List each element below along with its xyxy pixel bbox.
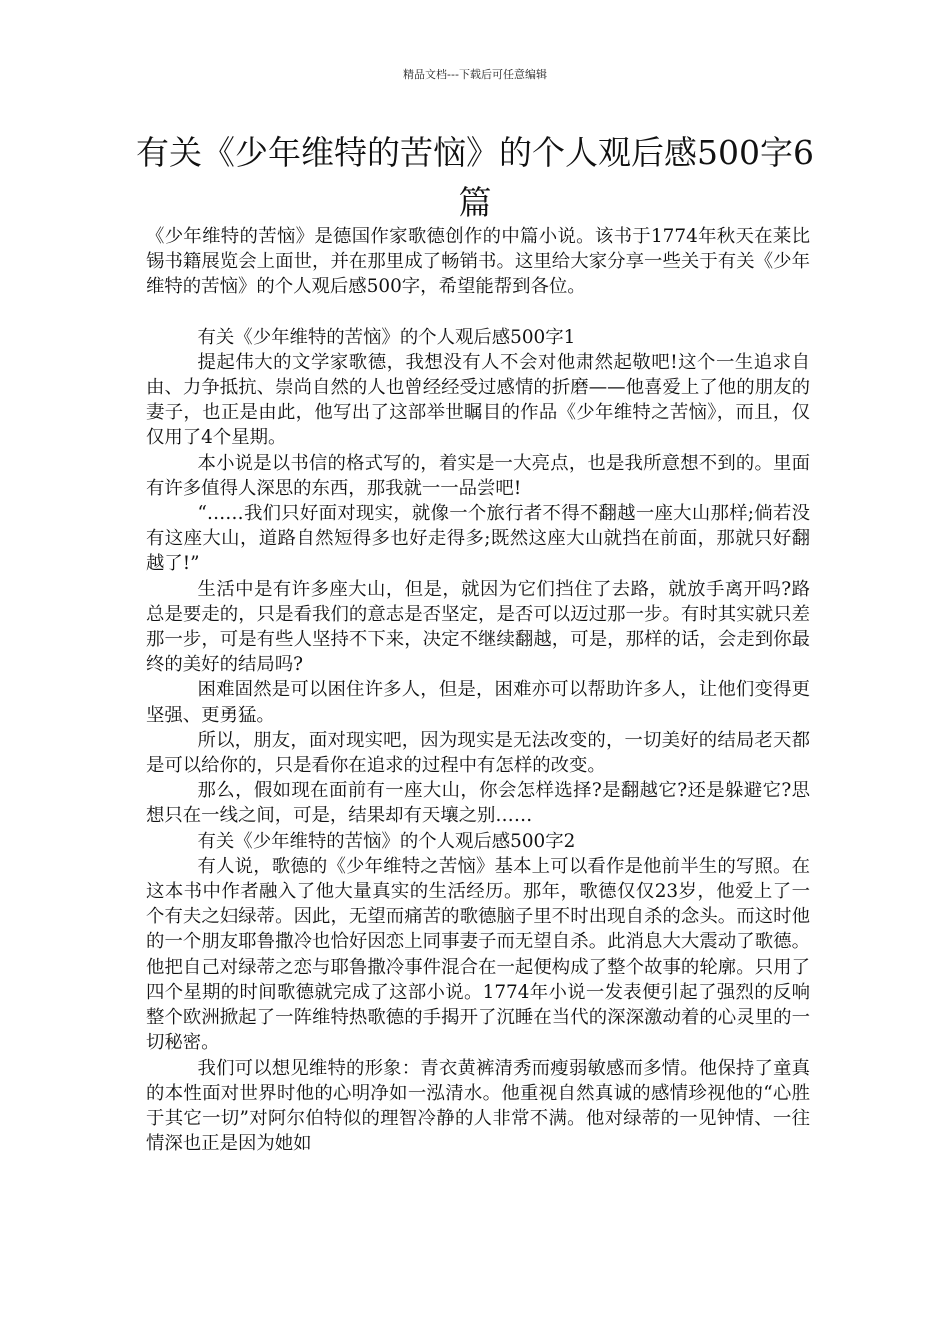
section-heading-1: 有关《少年维特的苦恼》的个人观后感500字1 (197, 326, 576, 348)
body-paragraph: 我们可以想见维特的形象：青衣黄裤清秀而瘦弱敏感而多情。他保持了童真的本性面对世界时他的心明净如一泓清水。他重视自然真诚的感情珍视他的“心胜于其它一切”对阿尔伯特似的理智冷静的人非常不满。他对绿蒂的一见钟情、一往情深也正是因为她如 (146, 1057, 810, 1155)
body-paragraph: 困难固然是可以困住许多人，但是，困难亦可以帮助许多人，让他们变得更坚强、更勇猛。 (146, 679, 810, 726)
document-body (146, 224, 810, 1156)
document-title: 有关《少年维特的苦恼》的个人观后感500字6篇 (136, 133, 814, 222)
body-paragraph: 生活中是有许多座大山，但是，就因为它们挡住了去路，就放手离开吗?路总是要走的，只是看我们的意志是否坚定，是否可以迈过那一步。有时其实就只差那一步，可是有些人坚持不下来，决定不继续翻越，可是，那样的话，会走到你最终的美好的结局吗? (146, 578, 810, 676)
body-paragraph: 提起伟大的文学家歌德，我想没有人不会对他肃然起敬吧!这个一生追求自由、力争抵抗、崇尚自然的人也曾经经受过感情的折磨——他喜爱上了他的朋友的妻子，也正是由此，他写出了这部举世瞩目的作品《少年维特之苦恼》，而且，仅仅用了4个星期。 (146, 351, 810, 449)
body-paragraph: 本小说是以书信的格式写的，着实是一大亮点，也是我所意想不到的。里面有许多值得人深思的东西，那我就一一品尝吧! (146, 452, 810, 499)
section-heading-2: 有关《少年维特的苦恼》的个人观后感500字2 (197, 830, 576, 852)
body-paragraph: 有人说，歌德的《少年维特之苦恼》基本上可以看作是他前半生的写照。在这本书中作者融入了他大量真实的生活经历。那年，歌德仅仅23岁，他爱上了一个有夫之妇绿蒂。因此，无望而痛苦的歌德脑子里不时出现自杀的念头。而这时他的一个朋友耶鲁撒冷也恰好因恋上同事妻子而无望自杀。此消息大大震动了歌德。他把自己对绿蒂之恋与耶鲁撒冷事件混合在一起便构成了整个故事的轮廓。只用了四个星期的时间歌德就完成了这部小说。1774年小说一发表便引起了强烈的反响整个欧洲掀起了一阵维特热歌德的手揭开了沉睡在当代的深深激动着的心灵里的一切秘密。 (146, 855, 810, 1054)
header-watermark: 精品文档---下载后可任意编辑 (403, 68, 547, 81)
body-paragraph: 那么，假如现在面前有一座大山，你会怎样选择?是翻越它?还是躲避它?思想只在一线之间，可是，结果却有天壤之别…… (146, 780, 810, 827)
body-paragraph: 所以，朋友，面对现实吧，因为现实是无法改变的，一切美好的结局老天都是可以给你的，只是看你在追求的过程中有怎样的改变。 (146, 729, 810, 777)
quote-paragraph: “……我们只好面对现实，就像一个旅行者不得不翻越一座大山那样;倘若没有这座大山，道路自然短得多也好走得多;既然这座大山就挡在前面，那就只好翻越了!” (146, 503, 810, 575)
intro-paragraph: 《少年维特的苦恼》是德国作家歌德创作的中篇小说。该书于1774年秋天在莱比锡书籍展览会上面世，并在那里成了畅销书。这里给大家分享一些关于有关《少年维特的苦恼》的个人观后感500字，希望能帮到各位。 (146, 226, 810, 298)
